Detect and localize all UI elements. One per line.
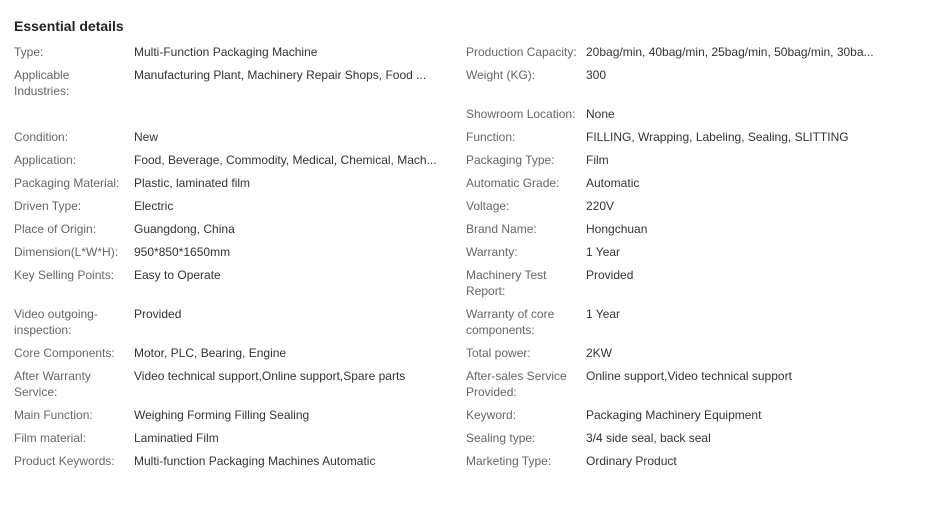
detail-row-left <box>14 453 466 469</box>
detail-value: 1 Year <box>586 245 621 259</box>
details-grid <box>14 44 918 469</box>
detail-value: Plastic, laminated film <box>134 176 251 190</box>
detail-label: Machinery Test Report: <box>466 268 547 298</box>
detail-value: Food, Beverage, Commodity, Medical, Chemical, Mach... <box>134 153 437 167</box>
detail-value: Weighing Forming Filling Sealing <box>134 408 310 422</box>
detail-row-left <box>14 129 466 145</box>
detail-value: Packaging Machinery Equipment <box>586 408 762 422</box>
detail-label: Keyword: <box>466 408 517 422</box>
detail-row-right <box>466 345 918 361</box>
detail-value: Electric <box>134 199 174 213</box>
detail-row-left <box>14 152 466 168</box>
detail-value: 20bag/min, 40bag/min, 25bag/min, 50bag/min, 30ba... <box>586 45 874 59</box>
detail-value: Multi-function Packaging Machines Automatic <box>134 454 376 468</box>
detail-row-left <box>14 175 466 191</box>
detail-value: 3/4 side seal, back seal <box>586 431 711 445</box>
detail-row-left <box>14 267 466 299</box>
detail-value: 300 <box>586 68 607 82</box>
detail-value: Provided <box>134 307 182 321</box>
detail-row-left <box>14 407 466 423</box>
detail-row-right <box>466 407 918 423</box>
detail-row-right <box>466 198 918 214</box>
detail-label: Main Function: <box>14 408 93 422</box>
detail-label: Video outgoing-inspection: <box>14 307 98 337</box>
detail-row-left <box>14 244 466 260</box>
detail-row-right <box>466 368 918 400</box>
detail-label: Driven Type: <box>14 199 82 213</box>
detail-label: Core Components: <box>14 346 115 360</box>
detail-row-right <box>466 306 918 338</box>
detail-label: Dimension(L*W*H): <box>14 245 119 259</box>
detail-row-left <box>14 106 466 122</box>
detail-value: Ordinary Product <box>586 454 677 468</box>
detail-label <box>14 106 134 122</box>
detail-label: Warranty of core components: <box>466 307 555 337</box>
detail-row-left <box>14 221 466 237</box>
detail-label: Total power: <box>466 346 531 360</box>
detail-value: Easy to Operate <box>134 268 221 282</box>
detail-value: Video technical support,Online support,Spare parts <box>134 369 406 383</box>
detail-label: Warranty: <box>466 245 518 259</box>
detail-row-left <box>14 44 466 60</box>
detail-row-right <box>466 430 918 446</box>
detail-label: Type: <box>14 45 44 59</box>
detail-value: 220V <box>586 199 615 213</box>
detail-value: Provided <box>586 268 634 282</box>
detail-row-right <box>466 244 918 260</box>
detail-label: Weight (KG): <box>466 68 536 82</box>
detail-value: New <box>134 130 159 144</box>
detail-row-left <box>14 430 466 446</box>
detail-label: Sealing type: <box>466 431 536 445</box>
detail-row-left <box>14 368 466 400</box>
detail-label: Key Selling Points: <box>14 268 115 282</box>
detail-label: Condition: <box>14 130 69 144</box>
detail-value: None <box>586 107 615 121</box>
detail-label: Brand Name: <box>466 222 537 236</box>
detail-label: Product Keywords: <box>14 454 115 468</box>
detail-row-right <box>466 152 918 168</box>
detail-value: FILLING, Wrapping, Labeling, Sealing, SLITTING <box>586 130 849 144</box>
detail-label: Place of Origin: <box>14 222 97 236</box>
detail-value: Manufacturing Plant, Machinery Repair Shops, Food ... <box>134 68 427 82</box>
detail-label: After-sales Service Provided: <box>466 369 567 399</box>
detail-value: Film <box>586 153 609 167</box>
detail-row-left <box>14 345 466 361</box>
detail-label: Voltage: <box>466 199 510 213</box>
detail-value: Laminatied Film <box>134 431 219 445</box>
detail-label: Applicable Industries: <box>14 68 70 98</box>
detail-value: 2KW <box>586 346 613 360</box>
detail-label: Film material: <box>14 431 87 445</box>
detail-label: Packaging Material: <box>14 176 120 190</box>
section-title: Essential details <box>14 18 124 34</box>
detail-label: Production Capacity: <box>466 45 577 59</box>
detail-label: Packaging Type: <box>466 153 555 167</box>
detail-row-left <box>14 198 466 214</box>
detail-row-right <box>466 221 918 237</box>
detail-value: 1 Year <box>586 307 621 321</box>
detail-label: After Warranty Service: <box>14 369 91 399</box>
detail-value: Automatic <box>586 176 640 190</box>
detail-row-left <box>14 67 466 99</box>
detail-value: Multi-Function Packaging Machine <box>134 45 318 59</box>
detail-row-right <box>466 175 918 191</box>
detail-row-right <box>466 129 918 145</box>
detail-value: 950*850*1650mm <box>134 245 231 259</box>
detail-row-right <box>466 453 918 469</box>
detail-value: Guangdong, China <box>134 222 235 236</box>
detail-value: Hongchuan <box>586 222 648 236</box>
detail-label: Showroom Location: <box>466 107 576 121</box>
detail-row-left <box>14 306 466 338</box>
detail-row-right <box>466 67 918 99</box>
detail-value: Online support,Video technical support <box>586 369 792 383</box>
detail-label: Automatic Grade: <box>466 176 560 190</box>
detail-row-right <box>466 44 918 60</box>
detail-value <box>134 106 454 122</box>
detail-label: Marketing Type: <box>466 454 552 468</box>
detail-row-right <box>466 267 918 299</box>
detail-label: Application: <box>14 153 77 167</box>
detail-label: Function: <box>466 130 516 144</box>
detail-value: Motor, PLC, Bearing, Engine <box>134 346 287 360</box>
detail-row-right <box>466 106 918 122</box>
